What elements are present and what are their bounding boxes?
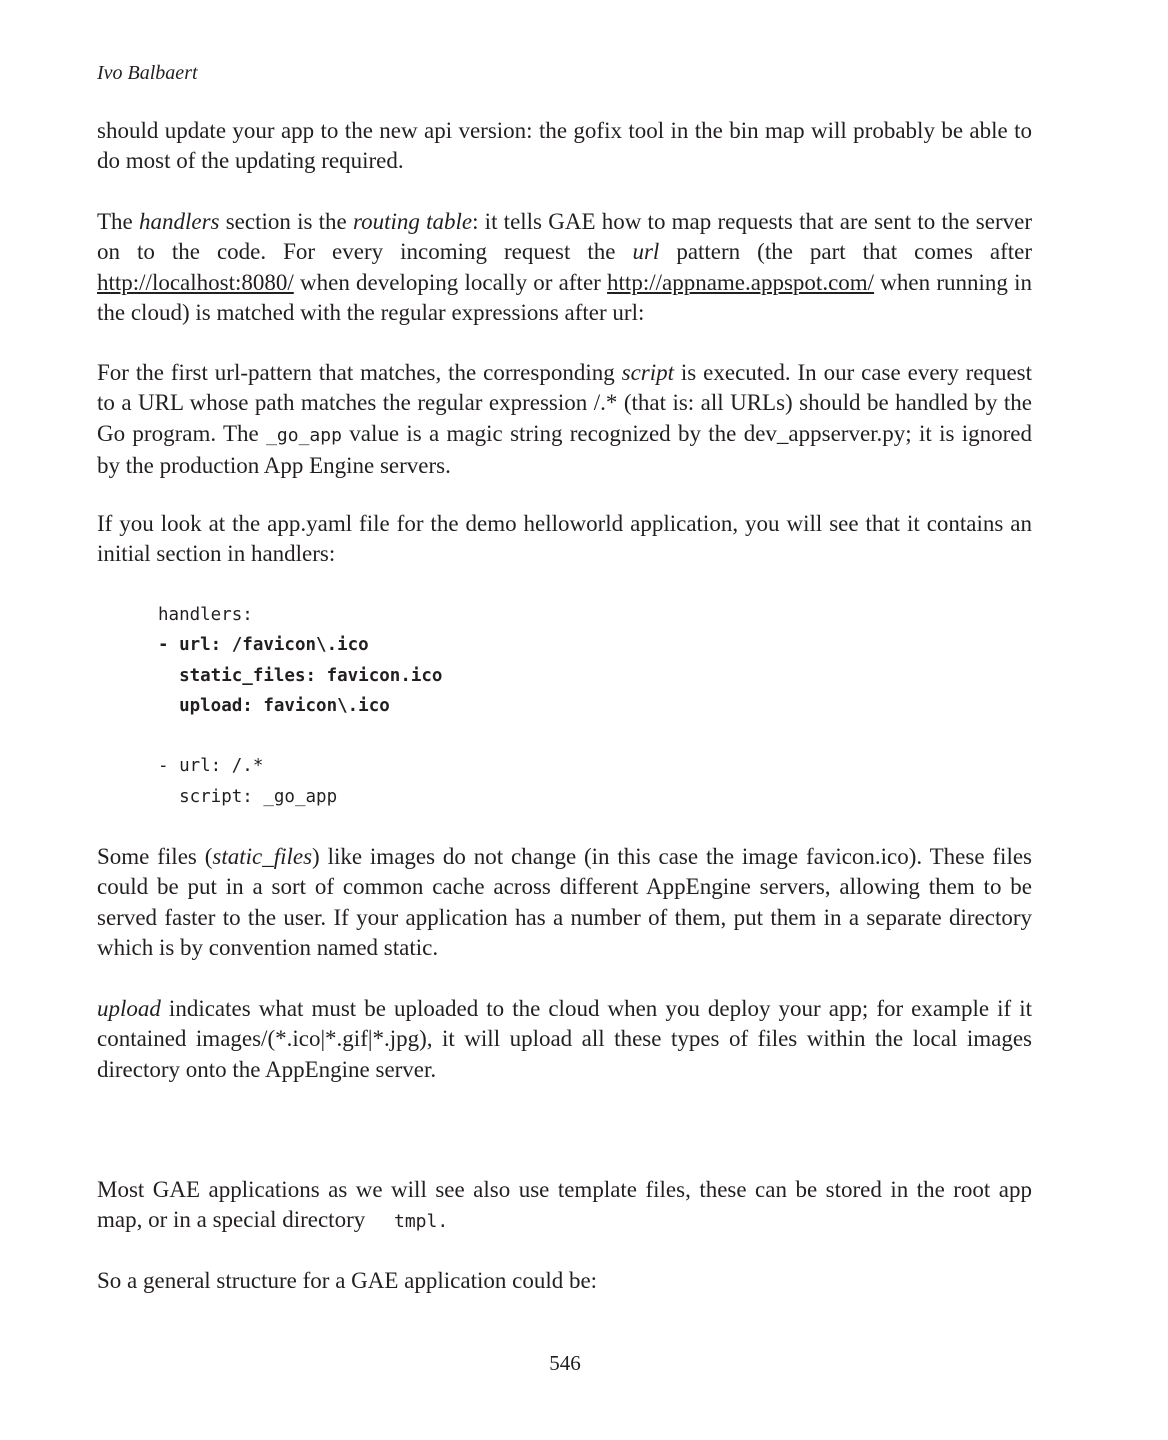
code-line: - url: /.* xyxy=(158,756,264,777)
paragraph-upload xyxy=(97,994,1032,1085)
text: pattern (the part that comes after xyxy=(659,239,1033,265)
text: when running in the cloud) is matched with the regular expressions after url: xyxy=(97,269,1033,325)
text: The xyxy=(97,209,139,234)
text: Some files ( xyxy=(97,844,213,869)
text: For the first url-pattern that matches, the corresponding xyxy=(97,360,622,385)
code-line: - url: /favicon\.ico xyxy=(158,635,369,656)
text: when developing locally or after xyxy=(293,269,608,295)
running-header-author: Ivo Balbaert xyxy=(97,62,198,84)
code-line: static_files: favicon.ico xyxy=(158,665,443,686)
page-number: 546 xyxy=(549,1351,581,1375)
paragraph-templates xyxy=(97,1175,1032,1238)
inline-code: tmpl. xyxy=(393,1211,449,1233)
code-line: script: _go_app xyxy=(158,786,338,807)
code-block xyxy=(158,600,442,812)
code-line: upload: favicon\.ico xyxy=(158,695,390,716)
paragraph-app-yaml: If you look at the app.yaml file for the demo helloworld application, you will see that it contains an initial section in handlers: xyxy=(97,511,1032,567)
emphasis: url xyxy=(632,239,660,265)
text: Most GAE applications as we will see also use template files, these can be stored in the root app map, or in a special directory xyxy=(97,1177,1032,1233)
paragraph-gofix: should update your app to the new api version: the gofix tool in the bin map will probably be able to do most of the updating required. xyxy=(97,118,1032,174)
code-line: handlers: xyxy=(158,605,253,625)
paragraph-handlers xyxy=(97,207,1032,328)
appspot-link[interactable]: http://appname.appspot.com/ xyxy=(607,269,875,295)
text: ) like images do not change (in this case the image favicon.ico). These files could be put in a sort of common cache across different AppEngine servers, allowing them to be served faster to the user. If your application has a number of them, put them in a separate directory which is by convention named static. xyxy=(97,844,1032,960)
text: section is the xyxy=(219,209,353,234)
text: is executed. In our case every request to a URL whose path matches the regular expression /.* (that is: all URLs) should be handled by the Go program. The xyxy=(97,360,1033,446)
emphasis: handlers xyxy=(138,209,220,234)
paragraph-script xyxy=(97,358,1032,481)
paragraph-static-files xyxy=(97,842,1032,963)
emphasis: routing table xyxy=(352,209,473,234)
text: indicates what must be uploaded to the cloud when you deploy your app; for example if it contained images/(*.ico|*.gif|*.jpg), it will upload all these types of files within the local images directory onto the AppEngine server. xyxy=(97,996,1032,1082)
paragraph-structure: So a general structure for a GAE application could be: xyxy=(97,1268,598,1293)
emphasis: static_files xyxy=(212,844,313,869)
text: value is a magic string recognized by the dev_appserver.py; it is ignored by the production App Engine servers. xyxy=(97,420,1033,478)
inline-code: _go_app xyxy=(266,424,342,446)
localhost-link[interactable]: http://localhost:8080/ xyxy=(97,269,294,295)
emphasis: script xyxy=(621,360,675,385)
emphasis: upload xyxy=(97,996,161,1021)
text: : it tells GAE how to map requests that are sent to the server on to the code. For every incoming request the xyxy=(97,209,1032,265)
